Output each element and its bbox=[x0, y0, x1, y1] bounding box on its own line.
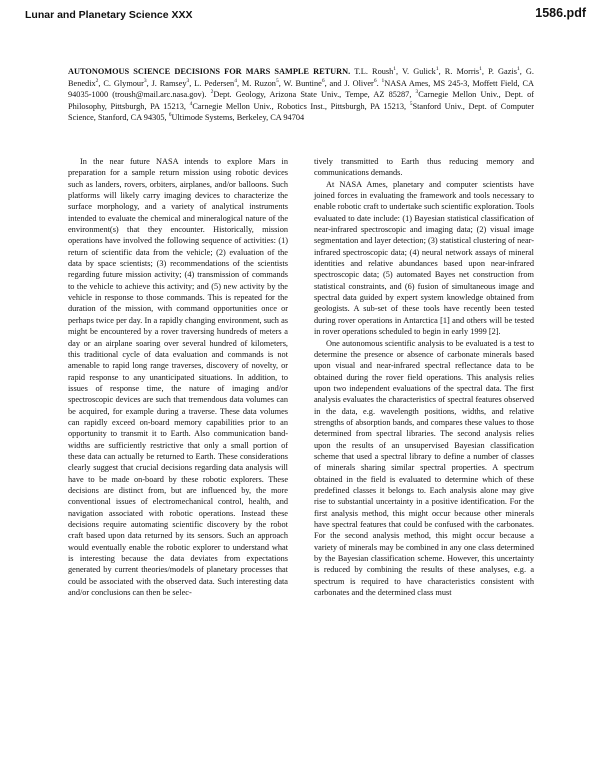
affiliation: Ultimode Systems, Berkeley, CA 94704 bbox=[171, 113, 305, 123]
author: C. Glymour bbox=[103, 78, 144, 88]
author: and J. Oliver bbox=[329, 78, 374, 88]
affiliation: Carnegie Mellon Univ., Robotics Inst., Pittsburgh, PA 15213, bbox=[192, 101, 407, 111]
author: V. Gulick bbox=[402, 67, 436, 76]
body-paragraph: At NASA Ames, planetary and computer scientists have joined forces in evaluating the framework and tools necessary to enable robotic craft to undertake such scientific exploration. Tools evaluated to date include: (1) Bayesian statistical classification of near-infrared spectroscopic and imaging data; (2) visual image segmentation and layer detection; (3) statistical clustering of near-infrared spectroscopic data; (4) neural network assays of mineral identities and relative abundances based upon near-infrared spectroscopic data; (5) automated Bayes net construction from statistical constraints, and (6) fusion of simultaneous image and spectral data guided by expert system knowledge obtained from geologists. A sub-set of these tools have recently been tested during rover operations in Antarctica [1] and others will be tested in rover operations scheduled to begin in early 1999 [2]. bbox=[314, 179, 534, 337]
body-paragraph: tively transmitted to Earth thus reducing memory and communications demands. bbox=[314, 157, 534, 178]
author-affiliation-mark: 1 bbox=[393, 66, 396, 73]
author-affiliation-mark: 3 bbox=[186, 77, 190, 84]
author-affiliation-mark: 4 bbox=[234, 77, 237, 84]
author-affiliation-mark: 5 bbox=[275, 77, 279, 84]
author: M. Ruzon bbox=[241, 78, 276, 88]
affiliation: Stanford Univ., Dept. of Computer Science, Stanford, CA 94305, bbox=[68, 101, 534, 123]
author: L. Pedersen bbox=[194, 78, 235, 88]
body-paragraph: In the near future NASA intends to explore Mars in preparation for a sample return mission using robotic devices such as landers, rovers, orbiters, airplanes, and/or balloons. Such platforms will likely carry imaging devices to characterize the surface morphology, and a variety of analytical instruments intended to evaluate the chemical and mineralogical nature of the environment(s) that they encounter. Historically, mission operations have involved the following sequence of activities: (1) return of scientific data from the vehicle; (2) evaluation of the data by space scientists; (3) recommendations of the scientists regarding future mission activity; (4) transmission of commands to the vehicle to achieve this activity; and (5) new activity by the vehicle in response to those commands. This is repeated for the duration of the mission, with command opportunities once or perhaps twice per day. In a rapidly changing environment, such as might be encountered by a rover traversing hundreds of meters a day or an airplane soaring over several hundred of kilometers, this traditional cycle of data evaluation and commands is not amenable to rapid long range traverses, discovery of novelty, or rapid response to any unanticipated situations. In addition, to issues of response time, the nature of imaging and/or spectroscopic devices are such that tremendous data volumes can be acquired, for example during a traverse. These data volumes can rapidly exceed on-board memory capabilities prior to an opportunity to transmit it to Earth. Also communication band-widths are sufficiently restrictive that only a small portion of these data can actually be returned to Earth. These considerations clearly suggest that crucial decisions regarding data analysis will have to be made on-board by these robotic explorers. These decisions are distinct from, but are influenced by, the more conventional issues of electromechanical control, health, and navigation associated with robotic operations. Instead these decisions require automating scientific discovery by the robot craft based upon data returned by its sensors. Such an approach would eventually enable the robotic explorer to understand what is interesting because the data deviates from expectations generated by current theories/models of planetary processes that could be associated with the observed data. Such interesting data and/or conclusions can then be selec- bbox=[68, 157, 288, 598]
affiliation: Carnegie Mellon Univ., Dept. of Philosophy, Pittsburgh, PA 15213, bbox=[68, 90, 535, 111]
paper-title: AUTONOMOUS SCIENCE DECISIONS FOR MARS SAMPLE RETURN. bbox=[68, 67, 351, 76]
author-affiliation-mark: 6 bbox=[373, 77, 377, 84]
affiliation-number: 2 bbox=[210, 89, 214, 96]
affiliation: NASA Ames, MS 245-3, Moffett Field, CA 94035-1000 (troush@mail.arc.nasa.gov). bbox=[68, 78, 534, 100]
author: W. Buntine bbox=[283, 78, 322, 88]
author: P. Gazis bbox=[488, 67, 517, 76]
author-affiliation-mark: 3 bbox=[143, 77, 147, 84]
affiliation-number: 1 bbox=[381, 77, 385, 84]
author-affiliation-mark: 1 bbox=[435, 66, 439, 73]
affiliation: Dept. Geology, Arizona State Univ., Tempe, AZ 85287, bbox=[213, 90, 412, 100]
body-paragraph: One autonomous scientific analysis to be evaluated is a test to determine the presence or absence of carbonate minerals based upon visual and near-infrared spectral reflectance data to be obtained during the rover field operations. This analysis relies upon two independent evaluations of the spectral data. The first analysis evaluates the characteristics of spectral features observed in the data, e.g. wavelength positions, widths, and relative strengths of absorption bands, and compares these values to those determined from spectral libraries. The second analysis relies upon the results of an unsupervised Bayesian classification scheme that used a spectral library to define a number of classes of minerals sharing similar spectral properties. A spectrum obtained in the field is evaluated to determine which of these predefined classes it belongs to. Each analysis alone may give rise to substantial uncertainty in a positive identification. For the first analysis method, this might occur because other minerals have spectral features that could be confused with the carbonates. For the second analysis method, this might occur because a variety of minerals may be combined in any one class determined by the Bayesian classification scheme. However, this uncertainty is reduced by combining the results of these analyses, e.g. a spectrum is required to have characteristics consistent with carbonates and the determined class must bbox=[314, 338, 534, 598]
journal-header: Lunar and Planetary Science XXX bbox=[25, 9, 193, 21]
author: R. Morris bbox=[444, 67, 480, 76]
body-left-column bbox=[68, 156, 288, 598]
title-author-block bbox=[68, 66, 534, 124]
affiliation-number: 3 bbox=[415, 89, 419, 96]
author-affiliation-mark: 1 bbox=[516, 66, 520, 73]
affiliation-number: 6 bbox=[168, 112, 172, 119]
author: T.L. Roush bbox=[354, 67, 394, 76]
author-affiliation-mark: 6 bbox=[321, 77, 325, 84]
author-list: T.L. Roush$^1$, V. Gulick$^1$, R. Morris$^1$, P. Gazis$^1$, G. Benedix$^2$, C. Glymour$^3$, J. Ramsey$^3$, L. Pedersen$^4$, M. Ruzon$^5$, W. Buntine$^6$, and J. Oliver$^6$. bbox=[68, 66, 534, 88]
affiliation-number: 5 bbox=[409, 101, 413, 108]
author: J. Ramsey bbox=[151, 78, 187, 88]
affiliation-number: 4 bbox=[189, 101, 193, 108]
author: G. Benedix bbox=[68, 67, 534, 88]
author-affiliation-mark: 1 bbox=[479, 66, 482, 73]
author-affiliation-mark: 2 bbox=[95, 77, 99, 84]
paper-id: 1586.pdf bbox=[535, 6, 586, 20]
body-right-column bbox=[314, 156, 534, 598]
